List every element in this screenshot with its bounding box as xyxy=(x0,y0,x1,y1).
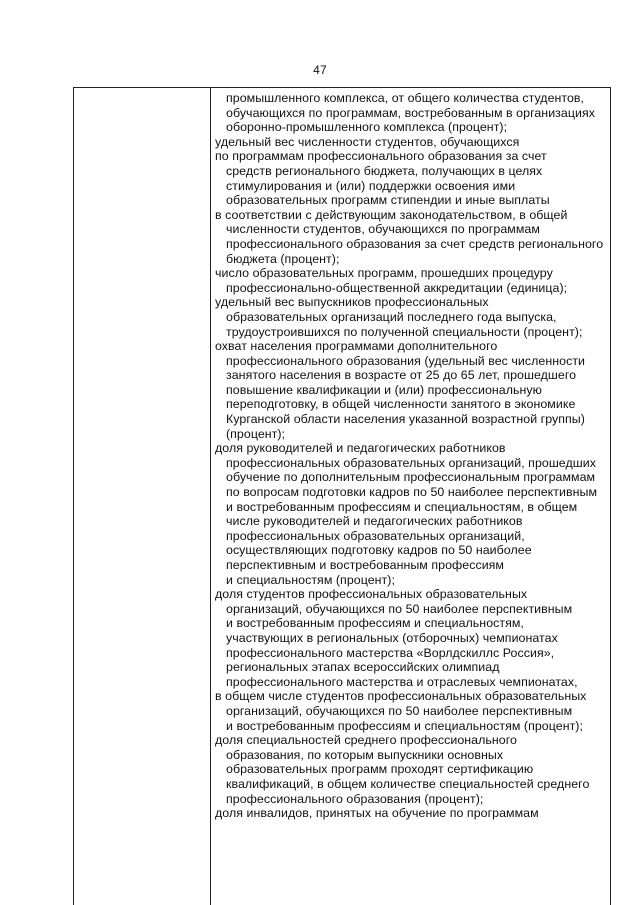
text-line: трудоустроившихся по полученной специальности (процент); xyxy=(226,324,583,339)
text-line: профессионального образования за счет средств регионального xyxy=(226,236,604,251)
text-line: занятого населения в возрасте от 25 до 65 лет, прошедшего xyxy=(226,368,577,383)
text-line: Курганской области населения указанной возрастной группы) xyxy=(226,412,585,427)
text-line: (процент); xyxy=(226,426,286,441)
text-line: доля руководителей и педагогических работников xyxy=(215,441,506,456)
text-line: численности студентов, обучающихся по программам xyxy=(226,222,540,237)
text-line: удельный вес численности студентов, обучающихся xyxy=(215,134,520,149)
text-line: и востребованным профессиям и специальностям (процент); xyxy=(226,718,583,733)
text-line: участвующих в региональных (отборочных) чемпионатах xyxy=(226,630,558,645)
text-line: средств регионального бюджета, получающих в целях xyxy=(226,163,543,178)
text-line: профессиональных образовательных организаций, xyxy=(226,528,525,543)
text-line: профессионального образования (процент); xyxy=(226,791,484,806)
text-line: оборонно-промышленного комплекса (процент); xyxy=(226,120,508,135)
text-line: доля инвалидов, принятых на обучение по программам xyxy=(215,806,539,821)
text-line: региональных этапах всероссийских олимпиад xyxy=(226,660,500,675)
text-line: организаций, обучающихся по 50 наиболее перспективным xyxy=(226,703,573,718)
text-line: по программам профессионального образования за счет xyxy=(215,149,547,164)
column-divider xyxy=(210,87,211,905)
empty-left-cell xyxy=(74,88,210,904)
text-line: в соответствии с действующим законодательством, в общей xyxy=(215,207,568,222)
text-line: доля студентов профессиональных образовательных xyxy=(215,587,528,602)
text-line: образовательных программ проходят сертификацию xyxy=(226,762,534,777)
text-line: профессионального мастерства «Ворлдскиллс Россия», xyxy=(226,645,555,660)
text-line: образования, по которым выпускники основных xyxy=(226,747,504,762)
text-line: в общем числе студентов профессиональных образовательных xyxy=(215,689,587,704)
text-line: число образовательных программ, прошедших процедуру xyxy=(215,266,553,281)
text-line: образовательных программ стипендии и иные выплаты xyxy=(226,193,550,208)
text-line: обучение по дополнительным профессиональным программам xyxy=(226,470,596,485)
text-line: профессионального мастерства и отраслевых чемпионатах, xyxy=(226,674,578,689)
text-line: бюджета (процент); xyxy=(226,251,340,266)
text-line: переподготовку, в общей численности занятого в экономике xyxy=(226,397,576,412)
text-line: по вопросам подготовки кадров по 50 наиболее перспективным xyxy=(226,485,598,500)
text-line: образовательных организаций последнего года выпуска, xyxy=(226,309,557,324)
text-line: перспективным и востребованным профессиям xyxy=(226,558,504,572)
text-line: и специальностям (процент); xyxy=(226,572,395,587)
text-line: осуществляющих подготовку кадров по 50 наиболее xyxy=(226,543,532,558)
text-line: и востребованным профессиям и специальностям, в общем xyxy=(226,499,578,514)
text-line: профессиональных образовательных организаций, прошедших xyxy=(226,455,596,470)
text-line: обучающихся по программам, востребованным в организациях xyxy=(226,105,595,120)
text-line: профессионально-общественной аккредитации (единица); xyxy=(226,280,568,295)
text-line: организаций, обучающихся по 50 наиболее перспективным xyxy=(226,601,573,616)
text-line: охват населения программами дополнительного xyxy=(215,339,498,354)
text-line: удельный вес выпускников профессиональных xyxy=(215,295,489,310)
text-line: доля специальностей среднего профессионального xyxy=(215,733,517,748)
indicators-text-cell xyxy=(215,91,607,821)
text-line: стимулирования и (или) поддержки освоения ими xyxy=(226,178,516,193)
text-line: промышленного комплекса, от общего количества студентов, xyxy=(226,91,585,105)
text-line: числе руководителей и педагогических работников xyxy=(226,514,523,529)
text-line: квалификаций, в общем количестве специальностей среднего xyxy=(226,776,590,791)
text-line: профессионального образования (удельный вес численности xyxy=(226,353,586,368)
text-line: повышение квалификации и (или) профессиональную xyxy=(226,382,543,397)
page-number: 47 xyxy=(313,63,327,77)
text-line: и востребованным профессиям и специальностям, xyxy=(226,616,524,631)
